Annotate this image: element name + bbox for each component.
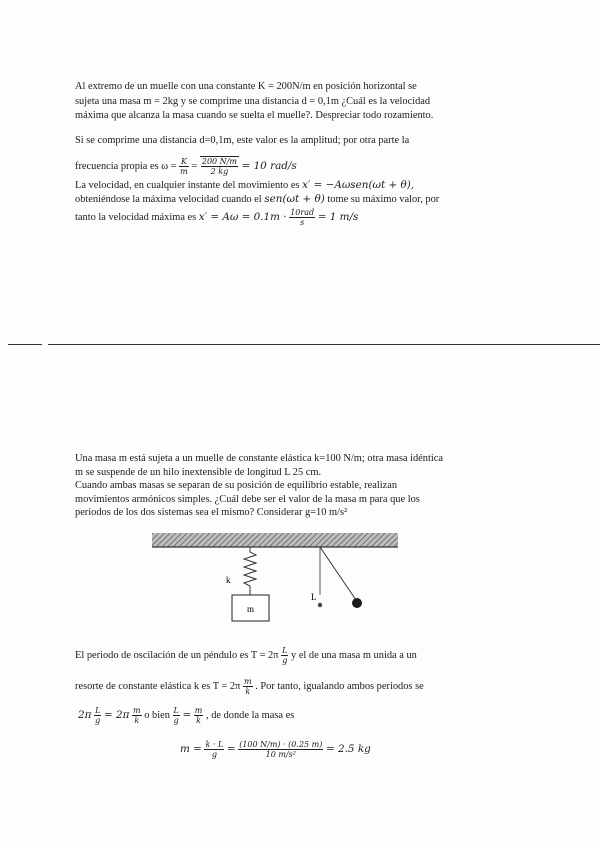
spring-period-line: resorte de constante elástica k es T = 2π $\frac{m}{k}$ . Por tanto, igualando ambos periodos se: [75, 677, 424, 696]
text-line: Cuando ambas masas se separan de su posición de equilibrio estable, realizan: [75, 480, 398, 491]
text-line: sujeta una masa m = 2kg y se comprime una distancia d = 0,1m ¿Cuál es la velocidad: [75, 96, 431, 107]
sqrt-expression: $\frac{200 N/m}{2 kg}$: [201, 157, 237, 176]
text-line: máxima que alcanza la masa cuando se suelta el muelle?. Despreciar todo rozamiento.: [75, 110, 434, 121]
frequency-line: frecuencia propia es ω = $\frac{K}{m}$ = $\frac{200 N/m}{2 kg}$ = 10 rad/s: [75, 157, 297, 176]
separator-line: [48, 344, 600, 345]
length-label: L: [311, 592, 317, 602]
period-line: El periodo de oscilación de un péndulo es T = 2π $\frac{L}{g}$ y el de una masa m unida a un: [75, 646, 417, 665]
sqrt-m-over-k: $\frac{m}{k}$: [243, 677, 252, 696]
sqrt-k-over-m: $\frac{K}{m}$: [180, 157, 188, 176]
frequency-result: = 10 rad/s: [241, 159, 297, 172]
result-line: tanto la velocidad máxima es x′ = Aω = 0.1m · $\frac{\text{10rad}}{s}$ = 1 m/s: [75, 208, 359, 227]
velocity-result: = 1 m/s: [317, 210, 359, 223]
text-line: periodos de los dos sistemas sea el mismo? Considerar g=10 m/s²: [75, 507, 348, 518]
text-line: movimientos armónicos simples. ¿Cuál debe ser el valor de la masa m para que los: [75, 494, 420, 505]
mass-result-line: m = $\frac{k \cdot L}{g}$ = $\frac{(100 N/m) \cdot (0.25 m)}{\text{10 m/s²}}$ = 2.5 kg: [180, 740, 371, 759]
ceiling-support: [152, 533, 398, 547]
spring: [244, 547, 256, 595]
equilibrium-point: [318, 603, 322, 607]
text: frecuencia propia es ω =: [75, 160, 177, 172]
text-line: Al extremo de un muelle con una constante K = 200N/m en posición horizontal se: [75, 81, 417, 92]
pendulum-string: [320, 547, 356, 600]
mass-result: = 2.5 kg: [325, 742, 371, 755]
velocity-line: La velocidad, en cualquier instante del movimiento es x′ = −Aωsen(ωt + θ),: [75, 179, 415, 191]
sqrt-L-over-g: $\frac{L}{g}$: [282, 646, 288, 665]
max-velocity-line: obteniéndose la máxima velocidad cuando el sen(ωt + θ) tome su máximo valor, por: [75, 193, 440, 205]
text-line: Si se comprime una distancia d=0,1m, este valor es la amplitud; por otra parte la: [75, 135, 410, 146]
mass-label: m: [247, 604, 255, 614]
text-line: m se suspende de un hilo inextensible de longitud L 25 cm.: [75, 467, 322, 478]
text-line: Una masa m está sujeta a un muelle de constante elástica k=100 N/m; otra masa idéntica: [75, 453, 443, 464]
equating-line: 2π $\frac{L}{g}$ = 2π $\frac{m}{k}$ o bien $\frac{L}{g}$ = $\frac{m}{k}$ , de donde la masa es: [78, 706, 295, 725]
spring-constant-label: k: [226, 575, 231, 585]
spring-pendulum-figure: [150, 530, 400, 630]
pendulum-bob: [352, 598, 362, 608]
separator-left: [8, 344, 42, 345]
velocity-formula: x′ = −Aωsen(ωt + θ),: [302, 179, 415, 191]
